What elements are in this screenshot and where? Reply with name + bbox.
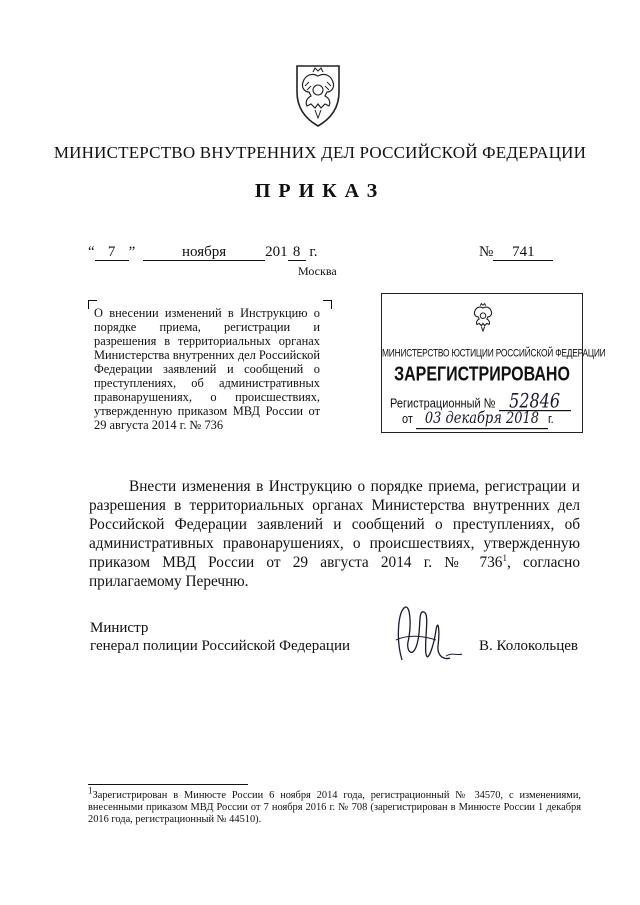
date-day: 7 bbox=[95, 245, 129, 261]
stamp-date-label: от bbox=[402, 412, 413, 427]
coat-of-arms-emblem-icon bbox=[289, 62, 347, 130]
stamp-reg-label: Регистрационный № bbox=[390, 396, 496, 412]
body-footnote-ref: 1 bbox=[502, 552, 507, 563]
date-year-unit: г. bbox=[309, 244, 318, 260]
footnote bbox=[88, 785, 581, 826]
order-body bbox=[89, 477, 580, 591]
stamp-registration-date bbox=[402, 410, 554, 429]
number-sign: № bbox=[479, 244, 494, 260]
signatory-name: В. Колокольцев bbox=[479, 638, 578, 654]
body-text: Внести изменения в Инструкцию о порядке приема, регистрации и разрешения в территориальных органах Министерства внутренних дел Российской Федерации заявлений и сообщений о преступлениях, об административных правонарушениях, о происшествиях, утвержденную приказом МВД России от 29 августа 2014 г. № 736 bbox=[89, 478, 580, 571]
order-date bbox=[88, 244, 318, 261]
date-year-suffix: 8 bbox=[288, 245, 306, 261]
order-title: ПРИКАЗ bbox=[254, 180, 386, 202]
order-number bbox=[479, 244, 553, 261]
date-open-quote: “ bbox=[88, 244, 95, 260]
footnote-divider bbox=[88, 784, 248, 785]
signatory-rank: генерал полиции Российской Федерации bbox=[90, 638, 351, 654]
number-value: 741 bbox=[493, 245, 553, 261]
order-city: Москва bbox=[298, 264, 337, 278]
handwritten-signature-icon bbox=[388, 600, 468, 672]
ministry-name: МИНИСТЕРСТВО ВНУТРЕННИХ ДЕЛ РОССИЙСКОЙ ФЕДЕРАЦИИ bbox=[53, 143, 587, 162]
signatory-title: Министр bbox=[90, 620, 149, 636]
date-year-prefix: 201 bbox=[265, 244, 288, 260]
date-month: ноября bbox=[143, 245, 265, 261]
stamp-ministry: МИНИСТЕРСТВО ЮСТИЦИИ РОССИЙСКОЙ ФЕДЕРАЦИИ bbox=[382, 346, 606, 359]
stamp-reg-number: 52846 bbox=[499, 392, 571, 411]
date-close-quote: ” bbox=[128, 244, 136, 260]
body-text-end: , согласно прилагаемому Перечню. bbox=[89, 554, 580, 590]
stamp-date-suffix: г. bbox=[547, 412, 554, 427]
stamp-registered: ЗАРЕГИСТРИРОВАНО bbox=[394, 364, 570, 386]
registration-stamp bbox=[381, 293, 606, 433]
subject-bracket-right bbox=[323, 300, 332, 309]
stamp-registration-number bbox=[390, 389, 571, 413]
order-subject: О внесении изменений в Инструкцию о порядке приема, регистрации и разрешения в территориальных органах Министерства внутренних дел Российской Федерации заявлений и сообщений о преступлениях, об административных правонарушениях, о происшествиях, утвержденную приказом МВД России от 29 августа 2014 г. № 736 bbox=[94, 306, 320, 432]
stamp-date-handwritten: 03 декабря 2018 bbox=[416, 410, 548, 429]
footnote-text: Зарегистрирован в Минюсте России 6 ноября 2014 года, регистрационный № 34570, с изменениями, внесенными приказом МВД России от 7 ноября 2016 г. № 708 (зарегистрирован в Минюсте России 1 декабря 2016 года, регистрационный № 44510). bbox=[88, 790, 581, 825]
footnote-marker: 1 bbox=[88, 785, 93, 796]
stamp-emblem-icon bbox=[467, 300, 499, 338]
